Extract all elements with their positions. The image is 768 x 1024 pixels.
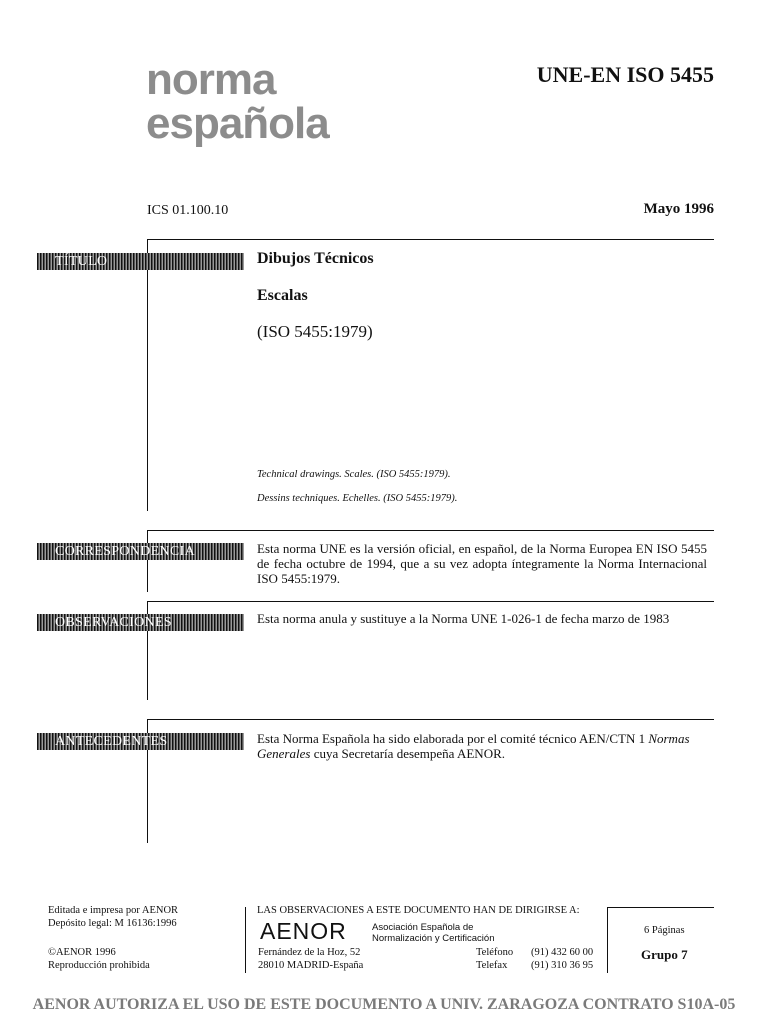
correspondencia-text: Esta norma UNE es la versión oficial, en español, de la Norma Europea EN ISO 5455 de fecha octubre de 1994, que a su vez adopta íntegramente la Norma Internacional ISO 5455:1979.	[257, 541, 707, 586]
antecedentes-committee-name: Normas Generales	[257, 731, 690, 761]
publication-date: Mayo 1996	[643, 201, 714, 217]
title-english: Technical drawings. Scales. (ISO 5455:1979).	[257, 469, 451, 480]
aenor-org-line-2: Normalización y Certificación	[372, 933, 495, 944]
footer-publisher: Editada e impresa por AENOR	[48, 905, 179, 916]
footer-copyright: ©AENOR 1996	[48, 947, 116, 958]
brand-wordmark	[146, 55, 329, 148]
footer-reproduction: Reproducción prohibida	[48, 960, 150, 971]
standard-code: UNE-EN ISO 5455	[536, 62, 714, 87]
title-french: Dessins techniques. Echelles. (ISO 5455:1979).	[257, 493, 458, 504]
divider-observaciones	[147, 601, 714, 602]
antecedentes-text-part1: Esta Norma Española ha sido elaborada por el comité técnico AEN/CTN 1	[257, 731, 649, 746]
section-label-observaciones	[37, 614, 244, 631]
section-label-observaciones-text: OBSERVACIONES	[55, 615, 172, 630]
divider-titulo	[147, 239, 714, 240]
section-label-correspondencia	[37, 543, 244, 560]
section-label-antecedentes-text: ANTECEDENTES	[55, 734, 168, 749]
page-count: 6 Páginas	[644, 925, 685, 936]
section-label-titulo-text: TÍTULO	[55, 254, 108, 269]
footer-right-top-rule	[607, 907, 714, 908]
footer-phone-label: Teléfono	[476, 947, 514, 958]
section-label-titulo	[37, 253, 244, 270]
license-watermark: AENOR AUTORIZA EL USO DE ESTE DOCUMENTO A UNIV. ZARAGOZA CONTRATO S10A-05	[32, 996, 736, 1013]
vertical-rule-correspondencia	[147, 530, 148, 592]
brand-line-1: norma	[146, 55, 276, 104]
iso-reference: (ISO 5455:1979)	[257, 322, 373, 341]
footer-fax-label: Telefax	[476, 960, 508, 971]
footer-fax: (91) 310 36 95	[531, 960, 594, 971]
footer-address-street: Fernández de la Hoz, 52	[258, 947, 361, 958]
ics-code: ICS 01.100.10	[147, 203, 229, 218]
footer-legal-deposit: Depósito legal: M 16136:1996	[48, 918, 177, 929]
subtitle-spanish: Escalas	[257, 287, 308, 304]
aenor-logo: AENOR	[260, 918, 347, 944]
divider-antecedentes	[147, 719, 714, 720]
footer-divider-left	[245, 907, 246, 973]
vertical-rule-titulo	[147, 239, 148, 511]
footer-address-city: 28010 MADRID-España	[258, 960, 364, 971]
observaciones-text: Esta norma anula y sustituye a la Norma UNE 1-026-1 de fecha marzo de 1983	[257, 611, 670, 626]
footer-contact-heading: LAS OBSERVACIONES A ESTE DOCUMENTO HAN DE DIRIGIRSE A:	[257, 905, 580, 916]
antecedentes-text-part2: cuya Secretaría desempeña AENOR.	[310, 746, 505, 761]
aenor-org-name	[372, 922, 494, 944]
divider-correspondencia	[147, 530, 714, 531]
brand-line-2: española	[146, 99, 329, 148]
antecedentes-text	[257, 731, 707, 761]
title-spanish: Dibujos Técnicos	[257, 250, 374, 267]
footer-phone: (91) 432 60 00	[531, 947, 594, 958]
aenor-org-line-1: Asociación Española de	[372, 922, 474, 933]
section-label-correspondencia-text: CORRESPONDENCIA	[55, 544, 195, 559]
price-group: Grupo 7	[641, 947, 688, 962]
footer-divider-right	[607, 907, 608, 973]
section-label-antecedentes	[37, 733, 244, 750]
